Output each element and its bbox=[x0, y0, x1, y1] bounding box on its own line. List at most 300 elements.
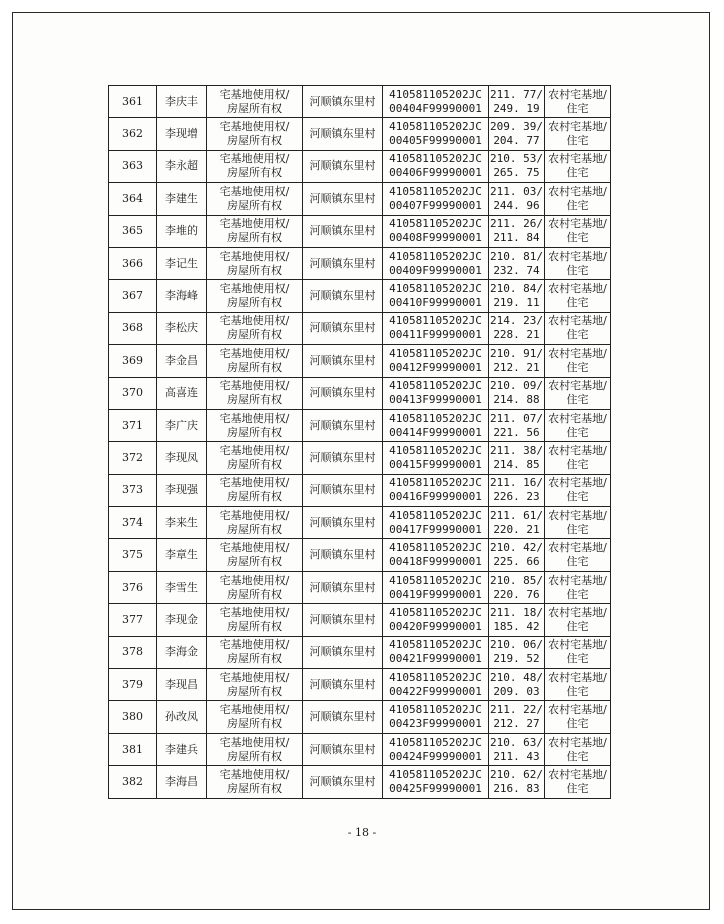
holder-name-cell-text: 李松庆 bbox=[165, 321, 198, 335]
area-cell bbox=[489, 345, 545, 377]
location-cell bbox=[303, 118, 383, 150]
location-cell-text: 河顺镇东里村 bbox=[309, 580, 376, 594]
parcel-code-cell-text: 410581105202JC bbox=[389, 670, 482, 684]
holder-name-cell-text: 李海昌 bbox=[165, 774, 198, 788]
holder-name-cell bbox=[157, 442, 207, 474]
right-type-cell-text: 宅基地使用权/ bbox=[219, 411, 290, 425]
right-type-cell-text: 宅基地使用权/ bbox=[219, 605, 290, 619]
parcel-code-cell-text: 410581105202JC bbox=[389, 379, 482, 393]
location-cell bbox=[303, 345, 383, 377]
row-number-cell-text: 378 bbox=[122, 645, 143, 659]
location-cell bbox=[303, 183, 383, 215]
parcel-code-cell-text: 00425F99990001 bbox=[389, 781, 482, 795]
right-type-cell-text: 房屋所有权 bbox=[227, 684, 282, 698]
row-number-cell-text: 379 bbox=[122, 677, 143, 691]
location-cell bbox=[303, 701, 383, 733]
land-use-cell-text: 住宅 bbox=[566, 231, 589, 245]
location-cell-text: 河顺镇东里村 bbox=[309, 127, 376, 141]
land-use-cell bbox=[545, 377, 611, 409]
land-use-cell-text: 住宅 bbox=[566, 684, 589, 698]
land-use-cell bbox=[545, 636, 611, 668]
parcel-code-cell-text: 410581105202JC bbox=[389, 152, 482, 166]
land-use-cell bbox=[545, 571, 611, 603]
row-number-cell-text: 373 bbox=[122, 483, 143, 497]
table-body bbox=[109, 86, 611, 799]
right-type-cell bbox=[207, 247, 303, 279]
right-type-cell bbox=[207, 442, 303, 474]
area-cell bbox=[489, 312, 545, 344]
row-number-cell-text: 371 bbox=[122, 418, 143, 432]
location-cell-text: 河顺镇东里村 bbox=[309, 353, 376, 367]
holder-name-cell-text: 高喜连 bbox=[165, 386, 198, 400]
parcel-code-cell-text: 410581105202JC bbox=[389, 249, 482, 263]
right-type-cell-text: 宅基地使用权/ bbox=[219, 767, 290, 781]
land-use-cell-text: 农村宅基地/ bbox=[548, 411, 607, 425]
parcel-code-cell bbox=[383, 215, 489, 247]
row-number-cell-text: 375 bbox=[122, 548, 143, 562]
area-cell bbox=[489, 539, 545, 571]
row-number-cell-text: 367 bbox=[122, 289, 143, 303]
row-number-cell bbox=[109, 345, 157, 377]
location-cell bbox=[303, 409, 383, 441]
holder-name-cell-text: 孙改凤 bbox=[165, 710, 198, 724]
holder-name-cell bbox=[157, 669, 207, 701]
right-type-cell bbox=[207, 409, 303, 441]
right-type-cell bbox=[207, 183, 303, 215]
parcel-code-cell-text: 00417F99990001 bbox=[389, 522, 482, 536]
right-type-cell-text: 宅基地使用权/ bbox=[219, 703, 290, 717]
location-cell-text: 河顺镇东里村 bbox=[309, 450, 376, 464]
area-cell-text: 220. 76 bbox=[493, 587, 540, 601]
location-cell bbox=[303, 377, 383, 409]
parcel-code-cell bbox=[383, 118, 489, 150]
land-use-cell bbox=[545, 215, 611, 247]
table-row bbox=[109, 701, 611, 733]
holder-name-cell-text: 李永超 bbox=[165, 159, 198, 173]
holder-name-cell-text: 李现金 bbox=[165, 612, 198, 626]
land-use-cell bbox=[545, 669, 611, 701]
row-number-cell bbox=[109, 280, 157, 312]
parcel-code-cell bbox=[383, 377, 489, 409]
land-use-cell-text: 住宅 bbox=[566, 101, 589, 115]
land-use-cell-text: 住宅 bbox=[566, 263, 589, 277]
location-cell bbox=[303, 636, 383, 668]
location-cell-text: 河顺镇东里村 bbox=[309, 645, 376, 659]
land-use-cell bbox=[545, 312, 611, 344]
area-cell-text: 216. 83 bbox=[493, 781, 540, 795]
right-type-cell bbox=[207, 345, 303, 377]
table-row bbox=[109, 118, 611, 150]
location-cell bbox=[303, 280, 383, 312]
land-use-cell-text: 住宅 bbox=[566, 619, 589, 633]
land-use-cell-text: 农村宅基地/ bbox=[548, 217, 607, 231]
land-use-cell-text: 农村宅基地/ bbox=[548, 703, 607, 717]
holder-name-cell-text: 李记生 bbox=[165, 256, 198, 270]
location-cell bbox=[303, 604, 383, 636]
parcel-code-cell-text: 00413F99990001 bbox=[389, 393, 482, 407]
area-cell bbox=[489, 150, 545, 182]
right-type-cell bbox=[207, 733, 303, 765]
area-cell-text: 211. 07/ bbox=[490, 411, 543, 425]
land-use-cell bbox=[545, 118, 611, 150]
right-type-cell-text: 宅基地使用权/ bbox=[219, 87, 290, 101]
parcel-code-cell-text: 00412F99990001 bbox=[389, 360, 482, 374]
table-row bbox=[109, 183, 611, 215]
location-cell bbox=[303, 474, 383, 506]
holder-name-cell bbox=[157, 539, 207, 571]
land-use-cell-text: 住宅 bbox=[566, 749, 589, 763]
area-cell bbox=[489, 183, 545, 215]
location-cell-text: 河顺镇东里村 bbox=[309, 483, 376, 497]
location-cell-text: 河顺镇东里村 bbox=[309, 710, 376, 724]
land-use-cell bbox=[545, 766, 611, 798]
area-cell-text: 225. 66 bbox=[493, 555, 540, 569]
parcel-code-cell bbox=[383, 604, 489, 636]
land-use-cell-text: 住宅 bbox=[566, 717, 589, 731]
right-type-cell bbox=[207, 571, 303, 603]
row-number-cell bbox=[109, 442, 157, 474]
area-cell-text: 210. 48/ bbox=[490, 670, 543, 684]
area-cell-text: 204. 77 bbox=[493, 134, 540, 148]
area-cell bbox=[489, 118, 545, 150]
parcel-code-cell bbox=[383, 571, 489, 603]
table-row bbox=[109, 442, 611, 474]
row-number-cell-text: 363 bbox=[122, 159, 143, 173]
table-row bbox=[109, 766, 611, 798]
page-number: - 18 - bbox=[347, 826, 377, 839]
land-use-cell-text: 住宅 bbox=[566, 652, 589, 666]
parcel-code-cell-text: 00405F99990001 bbox=[389, 134, 482, 148]
location-cell bbox=[303, 442, 383, 474]
land-use-cell-text: 农村宅基地/ bbox=[548, 605, 607, 619]
parcel-code-cell-text: 410581105202JC bbox=[389, 703, 482, 717]
holder-name-cell bbox=[157, 766, 207, 798]
location-cell-text: 河顺镇东里村 bbox=[309, 774, 376, 788]
holder-name-cell-text: 李庆丰 bbox=[165, 94, 198, 108]
area-cell-text: 265. 75 bbox=[493, 166, 540, 180]
land-use-cell-text: 农村宅基地/ bbox=[548, 152, 607, 166]
right-type-cell bbox=[207, 669, 303, 701]
land-use-cell-text: 住宅 bbox=[566, 328, 589, 342]
right-type-cell-text: 宅基地使用权/ bbox=[219, 152, 290, 166]
table-row bbox=[109, 571, 611, 603]
land-use-cell-text: 农村宅基地/ bbox=[548, 314, 607, 328]
right-type-cell-text: 宅基地使用权/ bbox=[219, 508, 290, 522]
holder-name-cell-text: 李金昌 bbox=[165, 353, 198, 367]
parcel-code-cell-text: 00404F99990001 bbox=[389, 101, 482, 115]
holder-name-cell bbox=[157, 409, 207, 441]
area-cell-text: 210. 42/ bbox=[490, 541, 543, 555]
area-cell bbox=[489, 701, 545, 733]
row-number-cell bbox=[109, 312, 157, 344]
location-cell-text: 河顺镇东里村 bbox=[309, 321, 376, 335]
land-use-cell-text: 住宅 bbox=[566, 425, 589, 439]
row-number-cell-text: 369 bbox=[122, 353, 143, 367]
parcel-code-cell bbox=[383, 636, 489, 668]
holder-name-cell bbox=[157, 118, 207, 150]
land-use-cell bbox=[545, 539, 611, 571]
right-type-cell-text: 宅基地使用权/ bbox=[219, 735, 290, 749]
right-type-cell-text: 房屋所有权 bbox=[227, 101, 282, 115]
location-cell bbox=[303, 669, 383, 701]
right-type-cell-text: 宅基地使用权/ bbox=[219, 282, 290, 296]
parcel-code-cell-text: 410581105202JC bbox=[389, 282, 482, 296]
area-cell-text: 249. 19 bbox=[493, 101, 540, 115]
right-type-cell bbox=[207, 604, 303, 636]
parcel-code-cell-text: 410581105202JC bbox=[389, 217, 482, 231]
row-number-cell bbox=[109, 701, 157, 733]
right-type-cell-text: 宅基地使用权/ bbox=[219, 314, 290, 328]
area-cell-text: 211. 22/ bbox=[490, 703, 543, 717]
right-type-cell-text: 房屋所有权 bbox=[227, 619, 282, 633]
row-number-cell-text: 368 bbox=[122, 321, 143, 335]
area-cell bbox=[489, 766, 545, 798]
land-use-cell-text: 农村宅基地/ bbox=[548, 670, 607, 684]
area-cell-text: 211. 16/ bbox=[490, 476, 543, 490]
parcel-code-cell-text: 410581105202JC bbox=[389, 443, 482, 457]
right-type-cell-text: 宅基地使用权/ bbox=[219, 346, 290, 360]
land-use-cell bbox=[545, 409, 611, 441]
row-number-cell bbox=[109, 118, 157, 150]
right-type-cell-text: 房屋所有权 bbox=[227, 328, 282, 342]
parcel-code-cell bbox=[383, 701, 489, 733]
parcel-code-cell-text: 00414F99990001 bbox=[389, 425, 482, 439]
right-type-cell-text: 房屋所有权 bbox=[227, 198, 282, 212]
table-row bbox=[109, 507, 611, 539]
parcel-code-cell-text: 410581105202JC bbox=[389, 411, 482, 425]
location-cell bbox=[303, 150, 383, 182]
parcel-code-cell-text: 410581105202JC bbox=[389, 476, 482, 490]
holder-name-cell-text: 李建生 bbox=[165, 191, 198, 205]
right-type-cell-text: 房屋所有权 bbox=[227, 166, 282, 180]
area-cell-text: 210. 84/ bbox=[490, 282, 543, 296]
right-type-cell bbox=[207, 507, 303, 539]
area-cell-text: 210. 85/ bbox=[490, 573, 543, 587]
land-use-cell-text: 农村宅基地/ bbox=[548, 87, 607, 101]
holder-name-cell bbox=[157, 215, 207, 247]
parcel-code-cell-text: 410581105202JC bbox=[389, 638, 482, 652]
holder-name-cell-text: 李现增 bbox=[165, 127, 198, 141]
parcel-code-cell-text: 410581105202JC bbox=[389, 314, 482, 328]
area-cell-text: 210. 06/ bbox=[490, 638, 543, 652]
holder-name-cell-text: 李建兵 bbox=[165, 742, 198, 756]
land-use-cell-text: 农村宅基地/ bbox=[548, 120, 607, 134]
right-type-cell bbox=[207, 86, 303, 118]
parcel-code-cell-text: 00416F99990001 bbox=[389, 490, 482, 504]
location-cell bbox=[303, 507, 383, 539]
area-cell-text: 219. 52 bbox=[493, 652, 540, 666]
parcel-code-cell-text: 00410F99990001 bbox=[389, 296, 482, 310]
row-number-cell bbox=[109, 766, 157, 798]
right-type-cell-text: 房屋所有权 bbox=[227, 522, 282, 536]
row-number-cell bbox=[109, 604, 157, 636]
area-cell-text: 211. 38/ bbox=[490, 443, 543, 457]
land-use-cell bbox=[545, 701, 611, 733]
right-type-cell bbox=[207, 215, 303, 247]
holder-name-cell bbox=[157, 247, 207, 279]
location-cell bbox=[303, 247, 383, 279]
right-type-cell bbox=[207, 474, 303, 506]
row-number-cell bbox=[109, 215, 157, 247]
holder-name-cell-text: 李海峰 bbox=[165, 289, 198, 303]
row-number-cell bbox=[109, 183, 157, 215]
right-type-cell-text: 房屋所有权 bbox=[227, 490, 282, 504]
area-cell-text: 219. 11 bbox=[493, 296, 540, 310]
right-type-cell bbox=[207, 150, 303, 182]
location-cell-text: 河顺镇东里村 bbox=[309, 224, 376, 238]
parcel-code-cell-text: 00418F99990001 bbox=[389, 555, 482, 569]
table-row bbox=[109, 345, 611, 377]
holder-name-cell bbox=[157, 312, 207, 344]
right-type-cell-text: 宅基地使用权/ bbox=[219, 541, 290, 555]
table-row bbox=[109, 474, 611, 506]
right-type-cell-text: 房屋所有权 bbox=[227, 587, 282, 601]
row-number-cell bbox=[109, 86, 157, 118]
right-type-cell bbox=[207, 701, 303, 733]
land-use-cell bbox=[545, 86, 611, 118]
table-row bbox=[109, 215, 611, 247]
table-row bbox=[109, 733, 611, 765]
holder-name-cell-text: 李广庆 bbox=[165, 418, 198, 432]
row-number-cell-text: 362 bbox=[122, 127, 143, 141]
right-type-cell-text: 房屋所有权 bbox=[227, 652, 282, 666]
right-type-cell-text: 房屋所有权 bbox=[227, 231, 282, 245]
holder-name-cell-text: 李现昌 bbox=[165, 677, 198, 691]
area-cell-text: 212. 27 bbox=[493, 717, 540, 731]
parcel-code-cell bbox=[383, 669, 489, 701]
area-cell-text: 211. 18/ bbox=[490, 605, 543, 619]
area-cell-text: 209. 39/ bbox=[490, 120, 543, 134]
land-use-cell-text: 农村宅基地/ bbox=[548, 379, 607, 393]
right-type-cell-text: 房屋所有权 bbox=[227, 296, 282, 310]
table-row bbox=[109, 604, 611, 636]
land-use-cell bbox=[545, 280, 611, 312]
land-use-cell bbox=[545, 150, 611, 182]
holder-name-cell bbox=[157, 377, 207, 409]
land-use-cell bbox=[545, 474, 611, 506]
holder-name-cell-text: 李堆的 bbox=[165, 224, 198, 238]
land-use-cell-text: 农村宅基地/ bbox=[548, 249, 607, 263]
area-cell bbox=[489, 377, 545, 409]
area-cell-text: 232. 74 bbox=[493, 263, 540, 277]
parcel-code-cell-text: 00420F99990001 bbox=[389, 619, 482, 633]
parcel-code-cell bbox=[383, 474, 489, 506]
location-cell-text: 河顺镇东里村 bbox=[309, 94, 376, 108]
holder-name-cell bbox=[157, 183, 207, 215]
table-row bbox=[109, 280, 611, 312]
land-use-cell-text: 住宅 bbox=[566, 490, 589, 504]
row-number-cell-text: 372 bbox=[122, 450, 143, 464]
right-type-cell-text: 宅基地使用权/ bbox=[219, 249, 290, 263]
parcel-code-cell-text: 410581105202JC bbox=[389, 346, 482, 360]
row-number-cell bbox=[109, 377, 157, 409]
table-row bbox=[109, 86, 611, 118]
right-type-cell-text: 宅基地使用权/ bbox=[219, 638, 290, 652]
holder-name-cell bbox=[157, 733, 207, 765]
land-use-cell-text: 住宅 bbox=[566, 166, 589, 180]
parcel-code-cell bbox=[383, 247, 489, 279]
table-row bbox=[109, 636, 611, 668]
holder-name-cell bbox=[157, 701, 207, 733]
land-use-cell-text: 农村宅基地/ bbox=[548, 508, 607, 522]
area-cell-text: 212. 21 bbox=[493, 360, 540, 374]
parcel-code-cell-text: 00421F99990001 bbox=[389, 652, 482, 666]
area-cell-text: 209. 03 bbox=[493, 684, 540, 698]
location-cell-text: 河顺镇东里村 bbox=[309, 677, 376, 691]
right-type-cell-text: 宅基地使用权/ bbox=[219, 217, 290, 231]
land-use-cell-text: 住宅 bbox=[566, 781, 589, 795]
right-type-cell bbox=[207, 312, 303, 344]
land-use-cell bbox=[545, 345, 611, 377]
right-type-cell-text: 房屋所有权 bbox=[227, 393, 282, 407]
parcel-code-cell-text: 00422F99990001 bbox=[389, 684, 482, 698]
area-cell bbox=[489, 280, 545, 312]
area-cell-text: 211. 77/ bbox=[490, 87, 543, 101]
location-cell bbox=[303, 86, 383, 118]
area-cell-text: 211. 03/ bbox=[490, 184, 543, 198]
land-use-cell-text: 住宅 bbox=[566, 198, 589, 212]
row-number-cell-text: 370 bbox=[122, 386, 143, 400]
area-cell bbox=[489, 636, 545, 668]
holder-name-cell-text: 李现强 bbox=[165, 483, 198, 497]
land-use-cell bbox=[545, 733, 611, 765]
row-number-cell-text: 374 bbox=[122, 515, 143, 529]
parcel-code-cell-text: 00411F99990001 bbox=[389, 328, 482, 342]
land-use-cell-text: 农村宅基地/ bbox=[548, 476, 607, 490]
parcel-code-cell-text: 00406F99990001 bbox=[389, 166, 482, 180]
area-cell-text: 220. 21 bbox=[493, 522, 540, 536]
table-row bbox=[109, 409, 611, 441]
parcel-code-cell-text: 00415F99990001 bbox=[389, 457, 482, 471]
land-use-cell-text: 农村宅基地/ bbox=[548, 541, 607, 555]
row-number-cell bbox=[109, 636, 157, 668]
parcel-code-cell bbox=[383, 733, 489, 765]
land-use-cell-text: 住宅 bbox=[566, 393, 589, 407]
parcel-code-cell bbox=[383, 507, 489, 539]
land-use-cell bbox=[545, 604, 611, 636]
row-number-cell-text: 381 bbox=[122, 742, 143, 756]
right-type-cell-text: 宅基地使用权/ bbox=[219, 443, 290, 457]
location-cell-text: 河顺镇东里村 bbox=[309, 289, 376, 303]
land-use-cell-text: 住宅 bbox=[566, 296, 589, 310]
area-cell-text: 214. 88 bbox=[493, 393, 540, 407]
parcel-code-cell bbox=[383, 312, 489, 344]
parcel-code-cell-text: 410581105202JC bbox=[389, 605, 482, 619]
parcel-code-cell bbox=[383, 539, 489, 571]
right-type-cell bbox=[207, 766, 303, 798]
row-number-cell bbox=[109, 571, 157, 603]
land-use-cell-text: 住宅 bbox=[566, 134, 589, 148]
land-use-cell-text: 住宅 bbox=[566, 555, 589, 569]
holder-name-cell bbox=[157, 507, 207, 539]
holder-name-cell bbox=[157, 604, 207, 636]
parcel-code-cell bbox=[383, 86, 489, 118]
holder-name-cell bbox=[157, 345, 207, 377]
parcel-code-cell bbox=[383, 183, 489, 215]
parcel-code-cell-text: 00424F99990001 bbox=[389, 749, 482, 763]
location-cell-text: 河顺镇东里村 bbox=[309, 742, 376, 756]
row-number-cell-text: 365 bbox=[122, 224, 143, 238]
parcel-code-cell-text: 00409F99990001 bbox=[389, 263, 482, 277]
right-type-cell-text: 房屋所有权 bbox=[227, 781, 282, 795]
parcel-code-cell-text: 410581105202JC bbox=[389, 767, 482, 781]
land-use-cell bbox=[545, 247, 611, 279]
holder-name-cell-text: 李雪生 bbox=[165, 580, 198, 594]
area-cell bbox=[489, 86, 545, 118]
land-use-cell-text: 农村宅基地/ bbox=[548, 573, 607, 587]
registry-table bbox=[108, 85, 611, 799]
area-cell bbox=[489, 507, 545, 539]
